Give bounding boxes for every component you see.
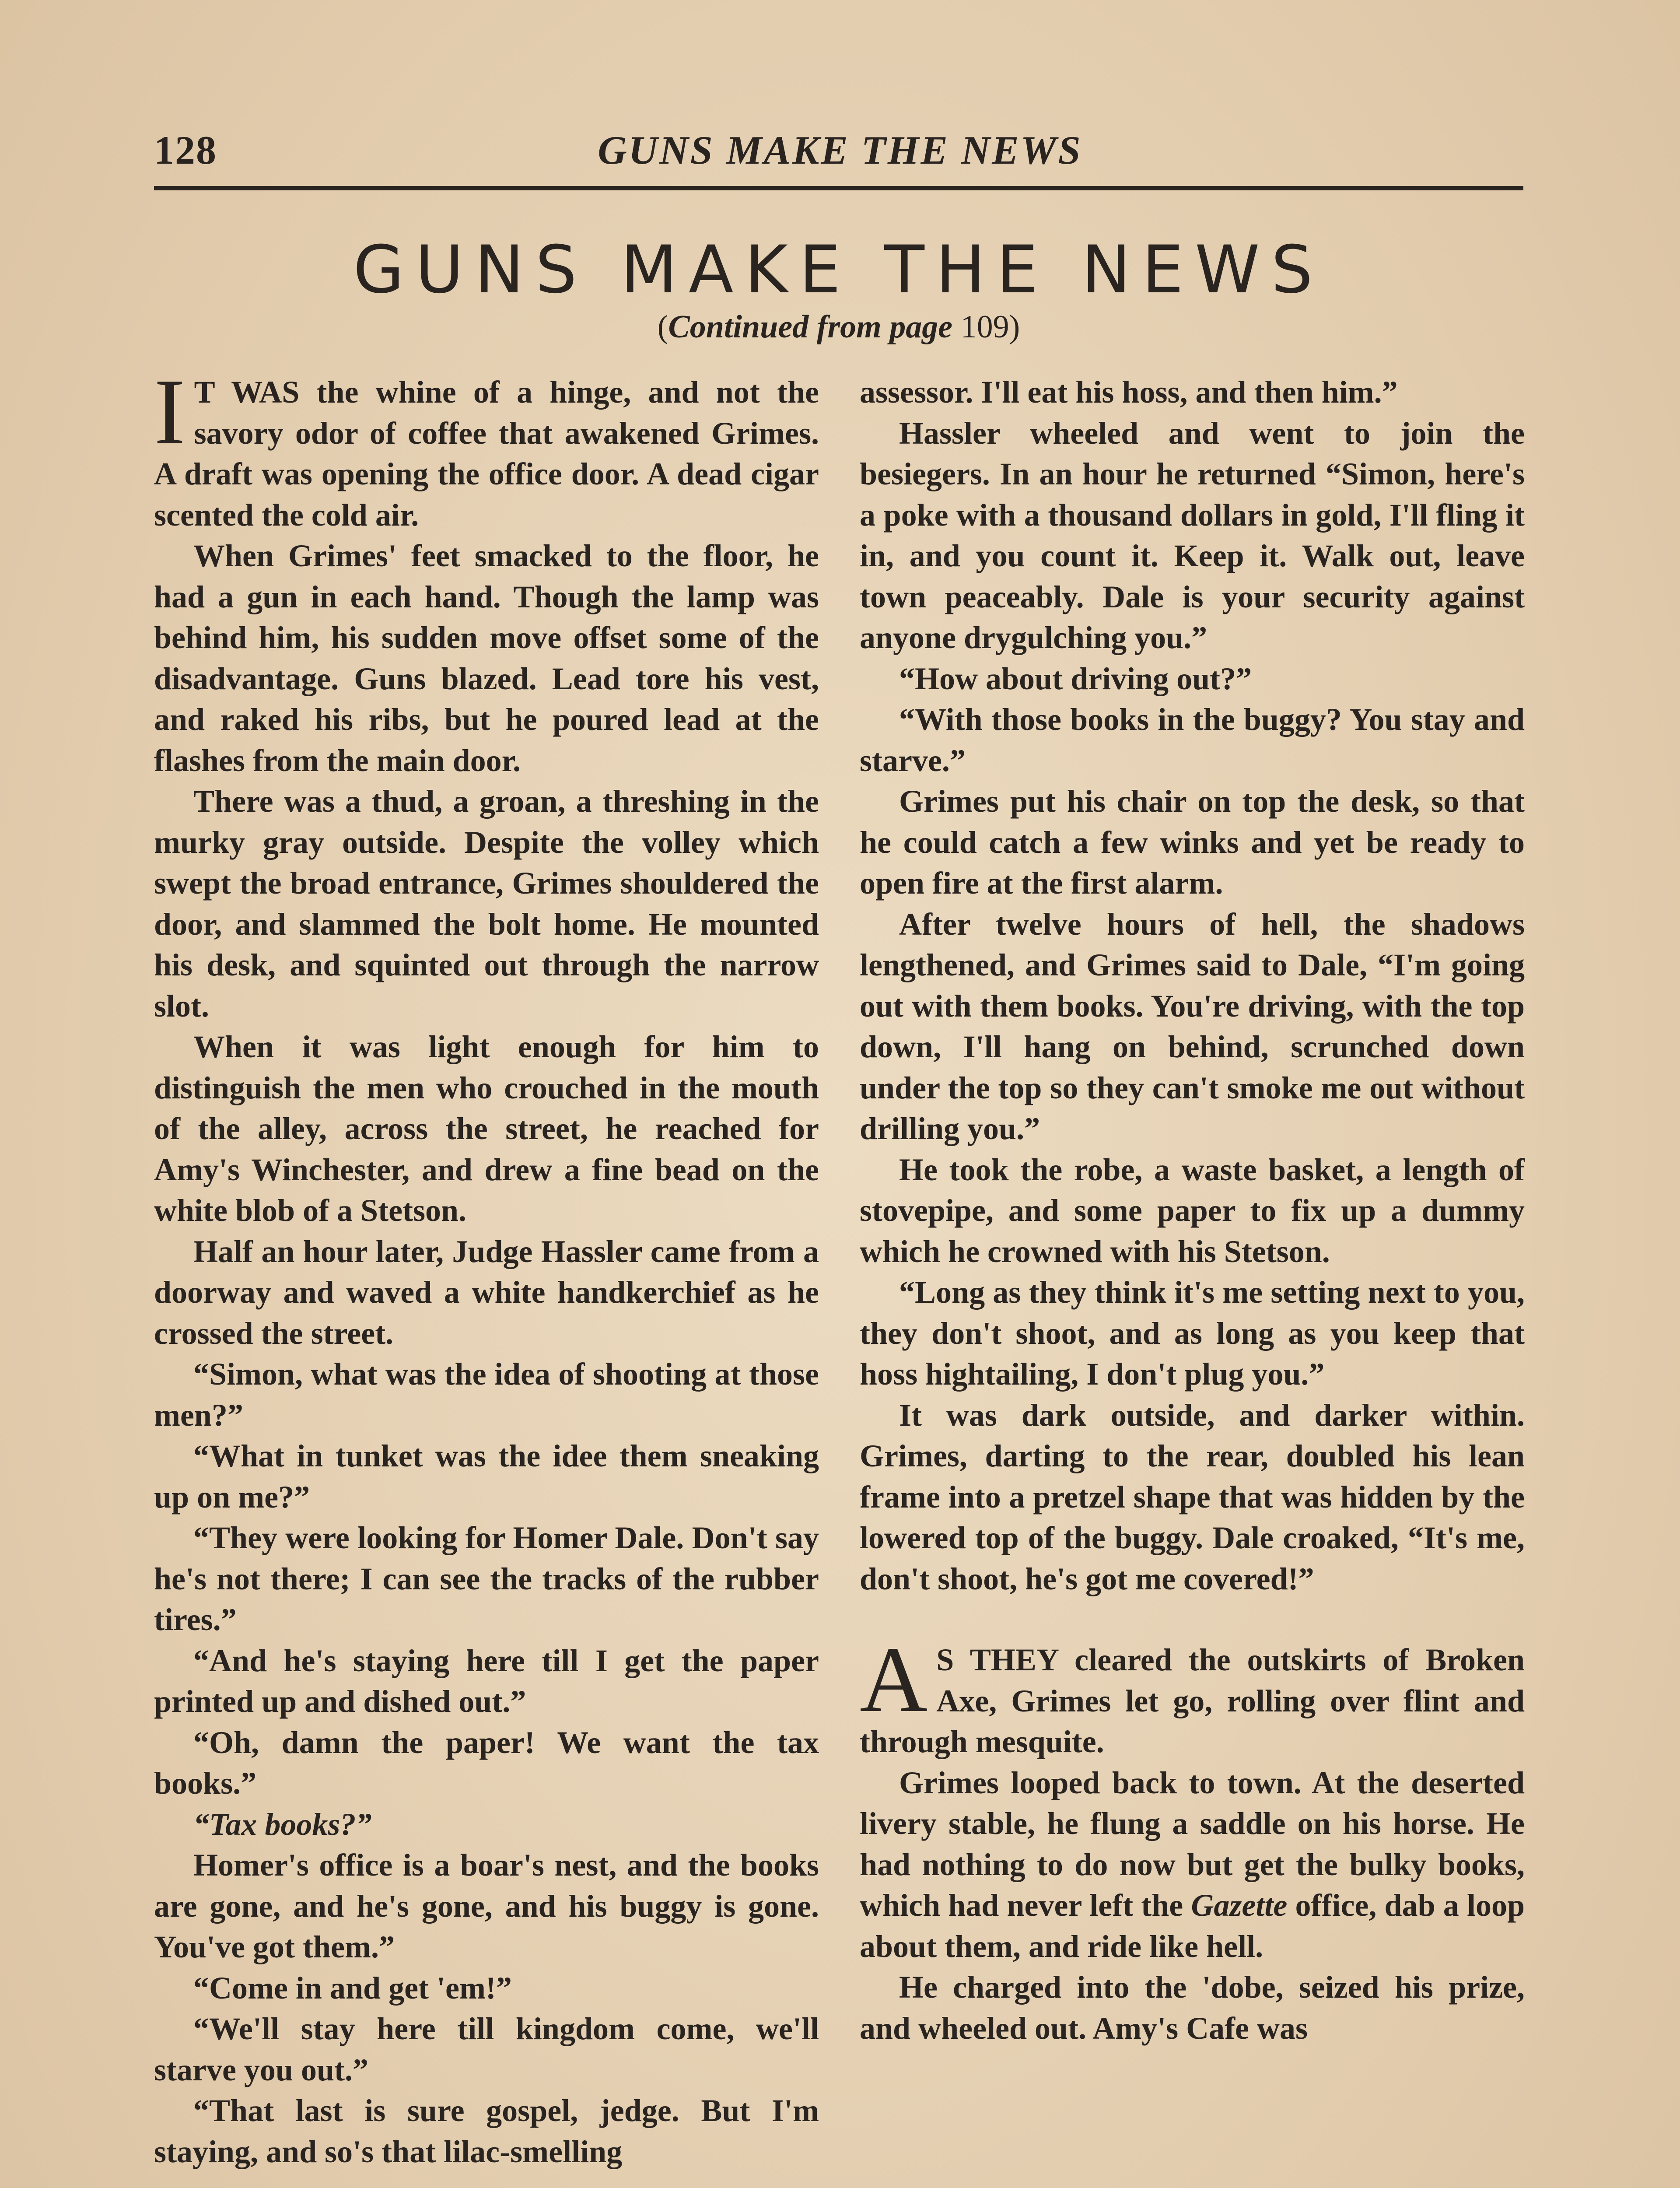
- drop-cap: I: [154, 359, 186, 464]
- paragraph: It was dark outside, and darker within. Grimes, darting to the rear, doubled his lean frame into a pretzel shape that was hidden by the lowered top of the buggy. Dale croaked, “It's me, don't shoot, he's got me covered!”: [860, 1397, 1525, 1596]
- running-head: GUNS MAKE THE NEWS: [598, 128, 1082, 172]
- paragraph: There was a thud, a groan, a threshing in the murky gray outside. Despite the volley which swept the broad entrance, Grimes shouldered the door, and slammed the bolt home. He mounted his desk, and squinted out through the narrow slot.: [154, 784, 819, 1024]
- paragraph-italic: Gazette: [1191, 1888, 1288, 1923]
- story-title: GUNS MAKE THE NEWS: [353, 232, 1324, 308]
- drop-cap: A: [860, 1627, 928, 1732]
- paragraph: [154, 359, 819, 536]
- paragraph-text: office, dab a loop about them, and ride like hell.: [860, 1888, 1525, 1964]
- paragraph: After twelve hours of hell, the shadows lengthened, and Grimes said to Dale, “I'm going out with them books. You're driving, with the top down, I'll hang on behind, scrunched down under the top so they can't smoke me out without drilling you.”: [860, 906, 1525, 1146]
- paragraph: “We'll stay here till kingdom come, we'll starve you out.”: [154, 2011, 819, 2087]
- paragraph: “Come in and get 'em!”: [193, 1970, 512, 2006]
- paragraph: When it was light enough for him to distinguish the men who crouched in the mouth of the alley, across the street, he reached for Amy's Winchester, and drew a fine bead on the white blob of a Stetson.: [154, 1029, 819, 1228]
- paragraph: Half an hour later, Judge Hassler came from a doorway and waved a white handkerchief as he crossed the street.: [154, 1234, 819, 1351]
- paragraph: [154, 1804, 819, 1845]
- paragraph-text: S THEY cleared the outskirts of Broken Axe, Grimes let go, rolling over flint and through mesquite.: [860, 1642, 1525, 1759]
- paragraph: [860, 1763, 1525, 1967]
- paragraph-text: Grimes looped back to town. At the deserted livery stable, he flung a saddle on his horse. He had nothing to do now but get the bulky books, which had never left the: [860, 1765, 1525, 1923]
- paragraph: “With those books in the buggy? You stay and starve.”: [860, 702, 1525, 778]
- section-break: [860, 1599, 1525, 1640]
- paragraph: Hassler wheeled and went to join the besiegers. In an hour he returned “Simon, here's a poke with a thousand dollars in gold, I'll fling it in, and you count it. Keep it. Walk out, leave town peaceably. Dale is your security against anyone drygulching you.”: [860, 415, 1525, 655]
- paragraph: When Grimes' feet smacked to the floor, he had a gun in each hand. Though the lamp was behind him, his sudden move offset some of the disadvantage. Guns blazed. Lead tore his vest, and raked his ribs, but he poured lead at the flashes from the main door.: [154, 538, 819, 778]
- paragraph: Grimes put his chair on top the desk, so that he could catch a few winks and yet be ready to open fire at the first alarm.: [860, 784, 1525, 901]
- paragraph: “What in tunket was the idee them sneaking up on me?”: [154, 1438, 819, 1515]
- paragraph-text: T WAS the whine of a hinge, and not the savory odor of coffee that awakened Grimes. A draft was opening the office door. A dead cigar scented the cold air.: [154, 375, 819, 533]
- paragraph: “Oh, damn the paper! We want the tax books.”: [154, 1725, 819, 1801]
- continued-italic: Continued from page: [668, 309, 953, 345]
- paragraph: “Simon, what was the idea of shooting at those men?”: [154, 1357, 819, 1433]
- page-number: 128: [154, 128, 217, 172]
- paragraph: “Long as they think it's me setting next to you, they don't shoot, and as long as you keep that hoss hightailing, I don't plug you.”: [860, 1275, 1525, 1392]
- paragraph: “And he's staying here till I get the paper printed up and dished out.”: [154, 1643, 819, 1719]
- right-column: [860, 372, 1525, 2049]
- paragraph: “How about driving out?”: [899, 661, 1252, 696]
- paragraph: “That last is sure gospel, jedge. But I'm staying, and so's that lilac-smelling: [154, 2093, 819, 2169]
- paragraph: Homer's office is a boar's nest, and the books are gone, and he's gone, and his buggy is gone. You've got them.”: [154, 1848, 819, 1964]
- paragraph: He charged into the 'dobe, seized his prize, and wheeled out. Amy's Cafe was: [860, 1970, 1525, 2046]
- header-rule: [154, 186, 1523, 190]
- paragraph: [860, 1627, 1525, 1763]
- continued-note: [154, 309, 1523, 346]
- paragraph: He took the robe, a waste basket, a length of stovepipe, and some paper to fix up a dummy which he crowned with his Stetson.: [860, 1152, 1525, 1269]
- paragraph: assessor. I'll eat his hoss, and then him.”: [860, 375, 1398, 410]
- left-column: [154, 359, 819, 2172]
- continued-page: 109): [952, 309, 1020, 345]
- paragraph: “They were looking for Homer Dale. Don't say he's not there; I can see the tracks of the rubber tires.”: [154, 1520, 819, 1637]
- paragraph-italic: “Tax books?”: [193, 1806, 372, 1842]
- continued-prefix: (: [657, 309, 668, 345]
